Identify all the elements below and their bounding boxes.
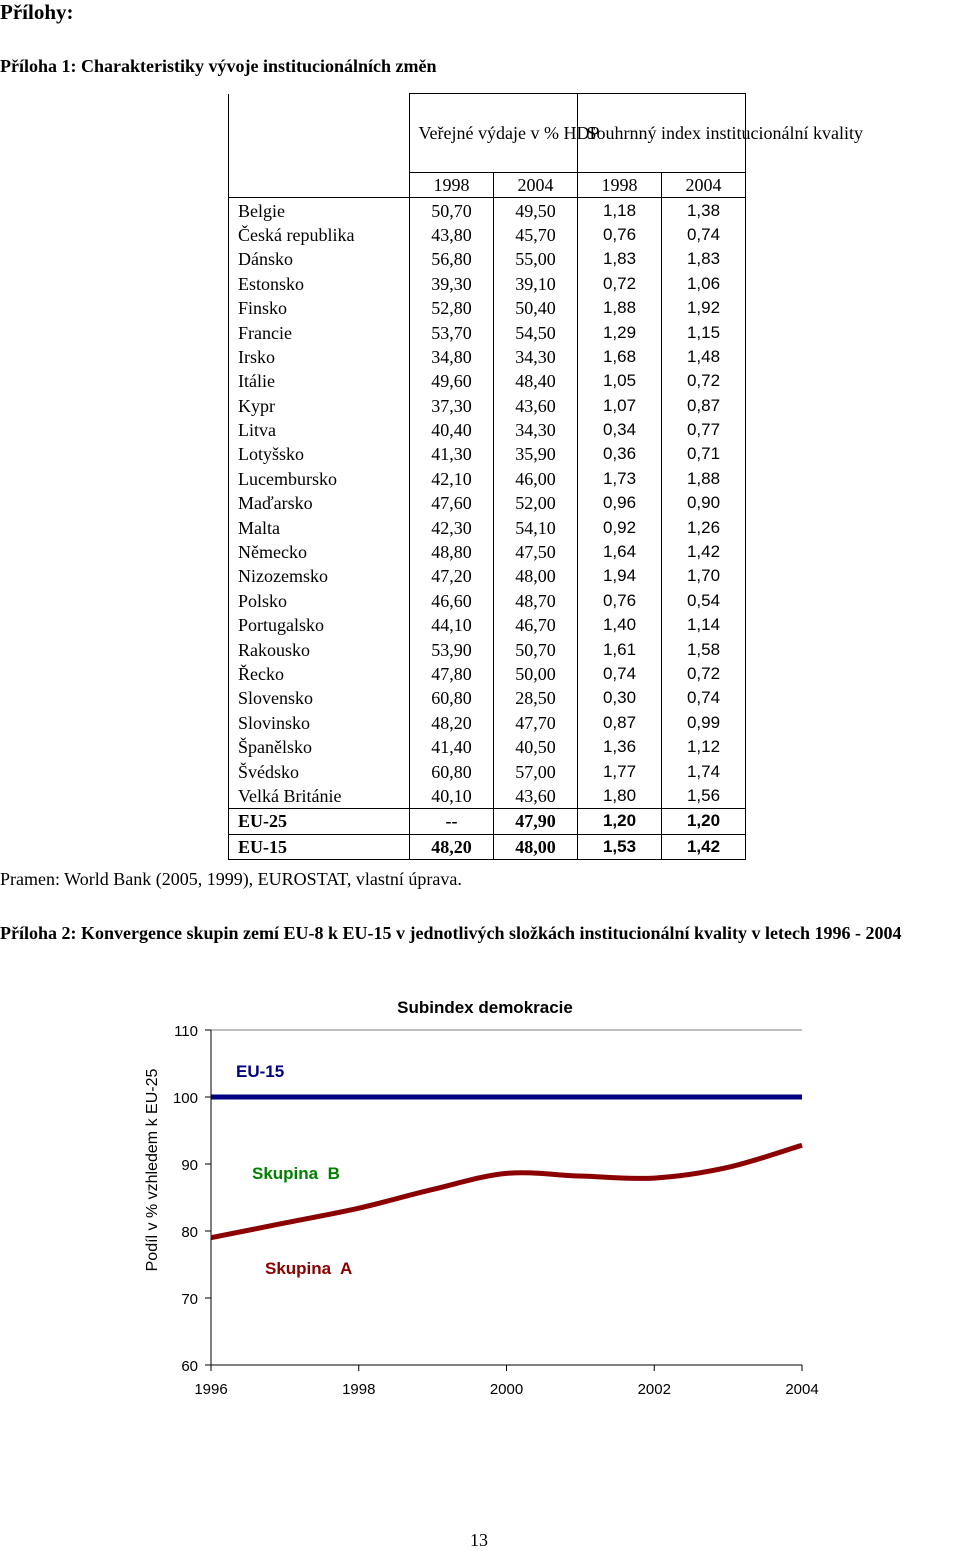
- table-row: [229, 662, 746, 686]
- value-cell: 48,70: [494, 589, 578, 613]
- year-header: 1998: [578, 173, 662, 198]
- value-cell: 48,00: [494, 564, 578, 588]
- index-header: Souhrnný index institucionální kvality: [578, 94, 746, 173]
- value-cell: 1,70: [662, 564, 746, 588]
- table-row: [229, 223, 746, 247]
- value-cell: 47,50: [494, 540, 578, 564]
- value-cell: 0,87: [578, 711, 662, 735]
- table-row: [229, 345, 746, 369]
- value-cell: 1,83: [578, 247, 662, 271]
- table-row: [229, 515, 746, 539]
- y-tick-label: 110: [174, 1023, 198, 1040]
- value-cell: 1,74: [662, 759, 746, 783]
- value-cell: 1,88: [662, 467, 746, 491]
- table-row: [229, 418, 746, 442]
- value-cell: 0,92: [578, 515, 662, 539]
- value-cell: 48,20: [410, 834, 494, 859]
- table-row: [229, 272, 746, 296]
- value-cell: 42,30: [410, 515, 494, 539]
- value-cell: 0,74: [662, 686, 746, 710]
- value-cell: 0,54: [662, 589, 746, 613]
- table-row: [229, 442, 746, 466]
- value-cell: 1,94: [578, 564, 662, 588]
- value-cell: 53,90: [410, 637, 494, 661]
- table-row: [229, 394, 746, 418]
- country-cell: Česká republika: [229, 223, 410, 247]
- value-cell: 47,80: [410, 662, 494, 686]
- value-cell: 0,90: [662, 491, 746, 515]
- value-cell: 1,42: [662, 540, 746, 564]
- country-cell: EU-15: [229, 834, 410, 859]
- value-cell: --: [410, 809, 494, 834]
- value-cell: 50,70: [494, 637, 578, 661]
- value-cell: 56,80: [410, 247, 494, 271]
- value-cell: 44,10: [410, 613, 494, 637]
- value-cell: 40,40: [410, 418, 494, 442]
- value-cell: 1,20: [578, 809, 662, 834]
- series-annotation: Skupina A: [265, 1259, 353, 1278]
- table-row: [229, 320, 746, 344]
- value-cell: 0,72: [662, 662, 746, 686]
- country-cell: Kypr: [229, 394, 410, 418]
- year-header: 2004: [662, 173, 746, 198]
- chart-title: Subindex demokracie: [397, 998, 573, 1017]
- table-row: [229, 369, 746, 393]
- value-cell: 0,96: [578, 491, 662, 515]
- y-tick-label: 90: [181, 1157, 198, 1174]
- series-annotation: EU-15: [236, 1062, 285, 1081]
- value-cell: 1,26: [662, 515, 746, 539]
- country-cell: Francie: [229, 320, 410, 344]
- value-cell: 1,73: [578, 467, 662, 491]
- value-cell: 39,30: [410, 272, 494, 296]
- y-tick-label: 60: [181, 1358, 198, 1375]
- country-cell: Finsko: [229, 296, 410, 320]
- value-cell: 1,29: [578, 320, 662, 344]
- table-row: [229, 564, 746, 588]
- table-total-row: [229, 809, 746, 834]
- value-cell: 47,20: [410, 564, 494, 588]
- value-cell: 39,10: [494, 272, 578, 296]
- x-tick-label: 2000: [489, 1381, 524, 1398]
- country-cell: Irsko: [229, 345, 410, 369]
- table-corner-cell: [229, 94, 410, 198]
- country-cell: Španělsko: [229, 735, 410, 759]
- value-cell: 40,50: [494, 735, 578, 759]
- table-header-row: [229, 94, 746, 173]
- value-cell: 54,10: [494, 515, 578, 539]
- value-cell: 1,92: [662, 296, 746, 320]
- value-cell: 34,80: [410, 345, 494, 369]
- value-cell: 1,77: [578, 759, 662, 783]
- country-cell: Slovinsko: [229, 711, 410, 735]
- spending-header: Veřejné výdaje v % HDP: [410, 94, 578, 173]
- value-cell: 42,10: [410, 467, 494, 491]
- x-tick-label: 1996: [194, 1381, 228, 1398]
- table-row: [229, 589, 746, 613]
- value-cell: 43,80: [410, 223, 494, 247]
- value-cell: 50,00: [494, 662, 578, 686]
- value-cell: 41,40: [410, 735, 494, 759]
- table-row: [229, 686, 746, 710]
- table-row: [229, 198, 746, 223]
- value-cell: 43,60: [494, 394, 578, 418]
- appendix-2-title: Příloha 2: Konvergence skupin zemí EU-8 k EU-15 v jednotlivých složkách institucionální kvality v letech 1996 - 2004: [0, 923, 902, 943]
- y-axis-label: Podíl v % vzhledem k EU-25: [144, 1068, 161, 1272]
- value-cell: 1,14: [662, 613, 746, 637]
- value-cell: 1,56: [662, 784, 746, 809]
- value-cell: 46,60: [410, 589, 494, 613]
- country-cell: Slovensko: [229, 686, 410, 710]
- value-cell: 1,48: [662, 345, 746, 369]
- country-cell: Malta: [229, 515, 410, 539]
- value-cell: 45,70: [494, 223, 578, 247]
- country-cell: Portugalsko: [229, 613, 410, 637]
- country-cell: Polsko: [229, 589, 410, 613]
- value-cell: 57,00: [494, 759, 578, 783]
- value-cell: 50,70: [410, 198, 494, 223]
- country-cell: Belgie: [229, 198, 410, 223]
- value-cell: 34,30: [494, 345, 578, 369]
- country-cell: Lotyšsko: [229, 442, 410, 466]
- value-cell: 0,76: [578, 223, 662, 247]
- x-tick-label: 1998: [342, 1381, 376, 1398]
- table-row: [229, 296, 746, 320]
- value-cell: 35,90: [494, 442, 578, 466]
- democracy-subindex-chart: [0, 980, 960, 1410]
- value-cell: 55,00: [494, 247, 578, 271]
- value-cell: 49,60: [410, 369, 494, 393]
- y-tick-label: 70: [181, 1291, 198, 1308]
- value-cell: 53,70: [410, 320, 494, 344]
- value-cell: 0,76: [578, 589, 662, 613]
- value-cell: 28,50: [494, 686, 578, 710]
- value-cell: 1,83: [662, 247, 746, 271]
- country-cell: Estonsko: [229, 272, 410, 296]
- value-cell: 60,80: [410, 686, 494, 710]
- year-header: 1998: [410, 173, 494, 198]
- value-cell: 0,34: [578, 418, 662, 442]
- page-heading: Přílohy:: [0, 0, 74, 24]
- x-tick-label: 2004: [785, 1381, 819, 1398]
- table-row: [229, 467, 746, 491]
- value-cell: 1,42: [662, 834, 746, 859]
- source-note: Pramen: World Bank (2005, 1999), EUROSTAT, vlastní úprava.: [0, 869, 462, 889]
- value-cell: 34,30: [494, 418, 578, 442]
- series-line-1: [211, 1145, 802, 1237]
- table-row: [229, 711, 746, 735]
- table-row: [229, 735, 746, 759]
- value-cell: 54,50: [494, 320, 578, 344]
- value-cell: 1,38: [662, 198, 746, 223]
- table-row: [229, 759, 746, 783]
- value-cell: 37,30: [410, 394, 494, 418]
- value-cell: 1,58: [662, 637, 746, 661]
- y-tick-label: 100: [172, 1090, 198, 1107]
- value-cell: 0,77: [662, 418, 746, 442]
- value-cell: 48,40: [494, 369, 578, 393]
- value-cell: 1,36: [578, 735, 662, 759]
- country-cell: Švédsko: [229, 759, 410, 783]
- value-cell: 1,05: [578, 369, 662, 393]
- value-cell: 1,53: [578, 834, 662, 859]
- country-cell: Itálie: [229, 369, 410, 393]
- value-cell: 52,00: [494, 491, 578, 515]
- value-cell: 49,50: [494, 198, 578, 223]
- value-cell: 47,60: [410, 491, 494, 515]
- value-cell: 0,72: [662, 369, 746, 393]
- country-cell: Rakousko: [229, 637, 410, 661]
- country-cell: Velká Británie: [229, 784, 410, 809]
- value-cell: 1,15: [662, 320, 746, 344]
- value-cell: 60,80: [410, 759, 494, 783]
- value-cell: 1,06: [662, 272, 746, 296]
- value-cell: 43,60: [494, 784, 578, 809]
- value-cell: 0,72: [578, 272, 662, 296]
- value-cell: 48,00: [494, 834, 578, 859]
- country-cell: Řecko: [229, 662, 410, 686]
- value-cell: 1,40: [578, 613, 662, 637]
- value-cell: 1,80: [578, 784, 662, 809]
- table-row: [229, 491, 746, 515]
- table-row: [229, 540, 746, 564]
- appendix-1-title: Příloha 1: Charakteristiky vývoje institucionálních změn: [0, 56, 437, 76]
- table-row: [229, 613, 746, 637]
- value-cell: 47,90: [494, 809, 578, 834]
- value-cell: 0,30: [578, 686, 662, 710]
- country-cell: Německo: [229, 540, 410, 564]
- value-cell: 0,71: [662, 442, 746, 466]
- value-cell: 46,00: [494, 467, 578, 491]
- country-cell: Maďarsko: [229, 491, 410, 515]
- x-tick-label: 2002: [637, 1381, 671, 1398]
- table-total-row: [229, 834, 746, 859]
- value-cell: 47,70: [494, 711, 578, 735]
- value-cell: 1,64: [578, 540, 662, 564]
- value-cell: 1,12: [662, 735, 746, 759]
- table-row: [229, 637, 746, 661]
- country-cell: Dánsko: [229, 247, 410, 271]
- table-row: [229, 784, 746, 809]
- table-row: [229, 247, 746, 271]
- value-cell: 0,36: [578, 442, 662, 466]
- value-cell: 46,70: [494, 613, 578, 637]
- page-number: 13: [470, 1530, 488, 1550]
- value-cell: 40,10: [410, 784, 494, 809]
- value-cell: 0,74: [662, 223, 746, 247]
- value-cell: 1,68: [578, 345, 662, 369]
- country-cell: Nizozemsko: [229, 564, 410, 588]
- country-cell: EU-25: [229, 809, 410, 834]
- value-cell: 0,87: [662, 394, 746, 418]
- year-header: 2004: [494, 173, 578, 198]
- value-cell: 0,99: [662, 711, 746, 735]
- value-cell: 50,40: [494, 296, 578, 320]
- value-cell: 1,07: [578, 394, 662, 418]
- value-cell: 1,61: [578, 637, 662, 661]
- value-cell: 48,20: [410, 711, 494, 735]
- value-cell: 41,30: [410, 442, 494, 466]
- country-cell: Lucembursko: [229, 467, 410, 491]
- series-annotation: Skupina B: [252, 1164, 340, 1183]
- country-cell: Litva: [229, 418, 410, 442]
- value-cell: 52,80: [410, 296, 494, 320]
- value-cell: 1,20: [662, 809, 746, 834]
- value-cell: 1,18: [578, 198, 662, 223]
- institutional-changes-table: [228, 93, 863, 860]
- value-cell: 1,88: [578, 296, 662, 320]
- value-cell: 0,74: [578, 662, 662, 686]
- value-cell: 48,80: [410, 540, 494, 564]
- y-tick-label: 80: [181, 1224, 198, 1241]
